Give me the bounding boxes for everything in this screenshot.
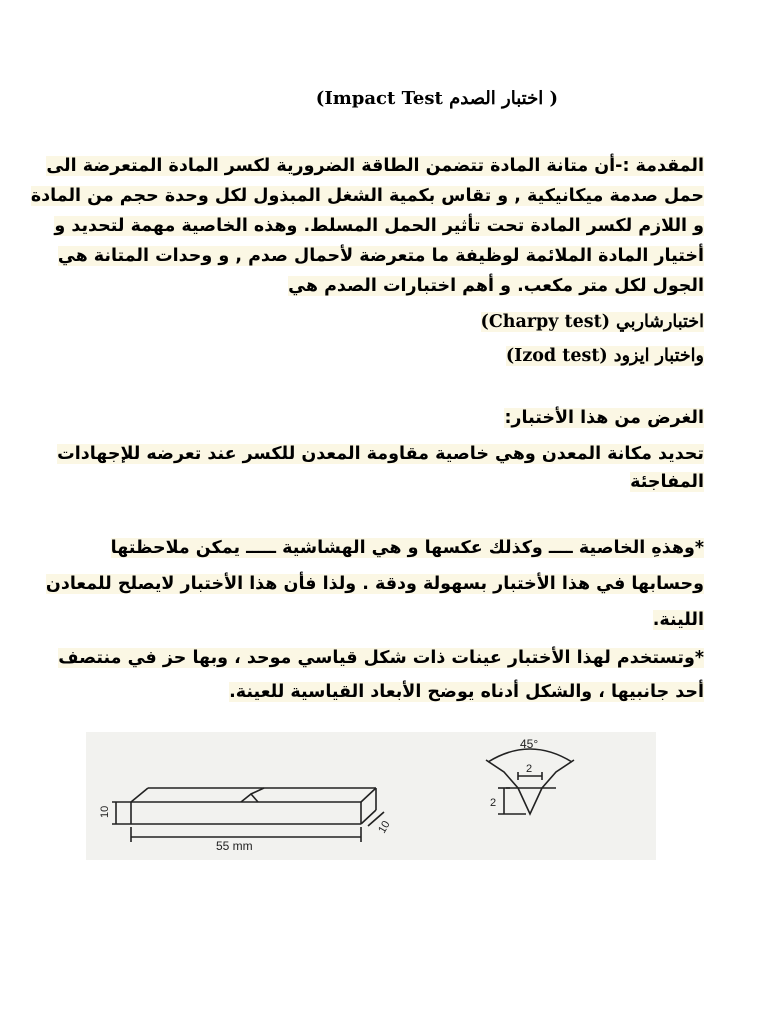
charpy-test-line: اختبارشاربي (Charpy test) (480, 312, 704, 332)
note1-line-1: *وهذهِ الخاصية ــــ وكذلك عكسها و هي الهشاشية ـــــ يمكن ملاحظتها (110, 538, 704, 558)
specimen-drawing (86, 732, 656, 860)
purpose-line-1: تحديد مكانة المعدن وهي خاصية مقاومة المعدن للكسر عند تعرضه للإجهادات (57, 444, 704, 464)
purpose-line-2: المفاجئة (630, 472, 704, 492)
height-label: 10 (99, 805, 111, 818)
purpose-heading: الغرض من هذا الأختبار: (504, 408, 704, 428)
intro-line-4: أختيار المادة الملائمة لوظيفة ما متعرضة لأحمال صدم , و وحدات المتانة هي (57, 246, 704, 266)
izod-test-line: واختبار ايزود (Izod test) (505, 346, 704, 366)
note1-line-3: اللينة. (652, 610, 704, 630)
intro-line-2: حمل صدمة ميكانيكية , و تقاس بكمية الشغل المبذول لكل وحدة حجم من المادة (30, 186, 704, 206)
length-label: 55 mm (216, 839, 253, 853)
bar-top-right-diag (361, 788, 376, 802)
notch-mark (241, 794, 258, 802)
note2-line-1: *وتستخدم لهذا الأختبار عينات ذات شكل قياسي موحد ، وبها حز في منتصف (58, 648, 704, 668)
note1-line-2: وحسابها في هذا الأختبار بسهولة ودقة . ولذا فأن هذا الأختبار لايصلح للمعادن (45, 574, 704, 594)
intro-line-3: و اللازم لكسر المادة تحت تأثير الحمل المسلط. وهذه الخاصية مهمة لتحديد و (54, 216, 704, 236)
depth-label: 10 (376, 818, 393, 836)
intro-line-1: المقدمة :-أن متانة المادة تتضمن الطاقة الضرورية لكسر المادة المتعرضة الى (46, 156, 704, 176)
note2-line-2: أحد جانبيها ، والشكل أدناه يوضح الأبعاد القياسية للعينة. (229, 682, 704, 702)
notch-width-label: 2 (526, 763, 533, 775)
notch-depth-label: 2 (490, 797, 497, 809)
intro-line-5: الجول لكل متر مكعب. و أهم اختبارات الصدم هي (288, 276, 704, 296)
page-title: ( اختبار الصدم Impact Test) (315, 88, 558, 109)
bar-top-left-diag (131, 788, 148, 802)
notch-mark-back (251, 788, 264, 794)
angle-label: 45° (520, 737, 539, 751)
specimen-figure (86, 732, 656, 860)
